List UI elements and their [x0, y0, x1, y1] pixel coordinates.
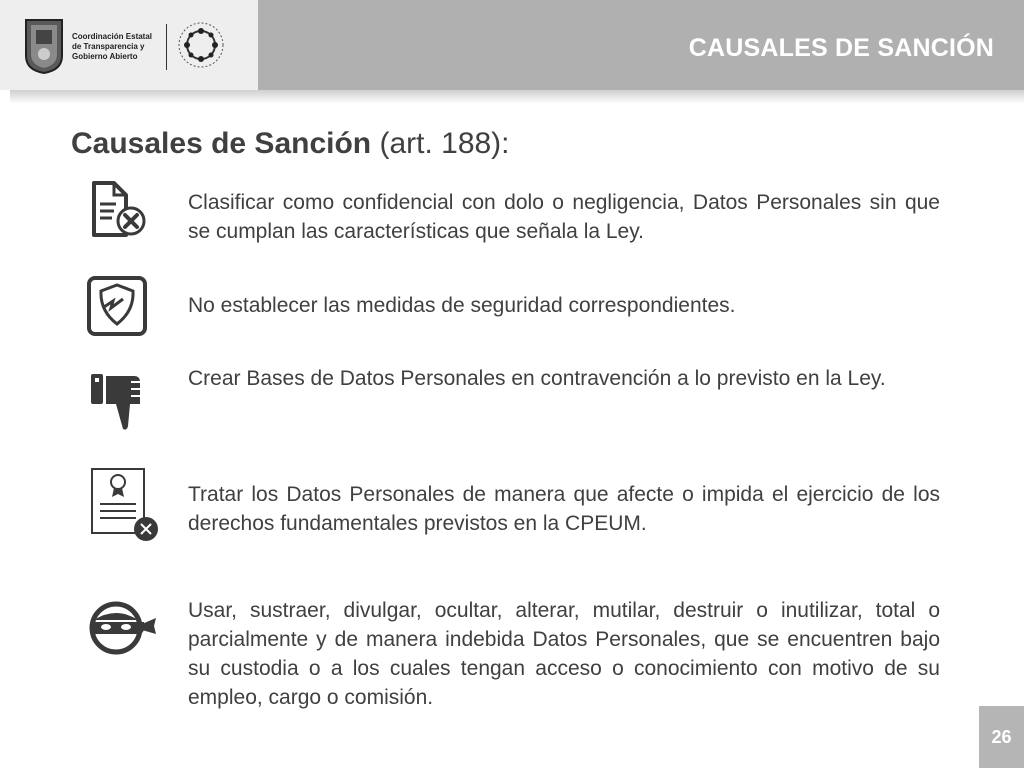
org-name-line: de Transparencia y [72, 42, 145, 51]
list-item-text: No establecer las medidas de seguridad correspondientes. [188, 294, 736, 317]
thumbs-down-icon [86, 370, 150, 432]
header-bar [0, 0, 1024, 90]
org-name-line: Coordinación Estatal [72, 32, 153, 41]
people-circle-emblem-icon [176, 20, 226, 70]
state-seal-icon [22, 16, 66, 74]
org-name-line: Gobierno Abierto [72, 52, 138, 61]
logo-divider [166, 24, 167, 70]
header-shadow [10, 90, 1024, 104]
page-number: 26 [979, 706, 1024, 768]
section-title: CAUSALES DE SANCIÓN [688, 34, 994, 62]
list-item-text: Clasificar como confidencial con dolo o negligencia, Datos Personales sin que se cumplan las características que señala la Ley. [188, 191, 940, 243]
masked-thief-icon [86, 598, 158, 658]
broken-shield-icon [86, 275, 148, 337]
certificate-x-icon [86, 466, 160, 546]
page-title [71, 127, 510, 161]
document-x-icon [86, 180, 150, 240]
list-item-text: Usar, sustraer, divulgar, ocultar, alterar, mutilar, destruir o inutilizar, total o parcialmente y de manera indebida Datos Personales, que se encuentren bajo su custodia o a los cuales tengan acceso o conocimiento con motivo de su empleo, cargo o comisión. [188, 599, 940, 709]
list-item-text: Tratar los Datos Personales de manera que afecte o impida el ejercicio de los derechos fundamentales previstos en la CPEUM. [188, 483, 940, 535]
org-name [72, 32, 164, 62]
logo-area [0, 0, 258, 90]
page-title-rest: (art. 188): [371, 127, 510, 160]
page-title-bold: Causales de Sanción [71, 127, 372, 160]
list-item-text: Crear Bases de Datos Personales en contravención a lo previsto en la Ley. [188, 367, 886, 390]
